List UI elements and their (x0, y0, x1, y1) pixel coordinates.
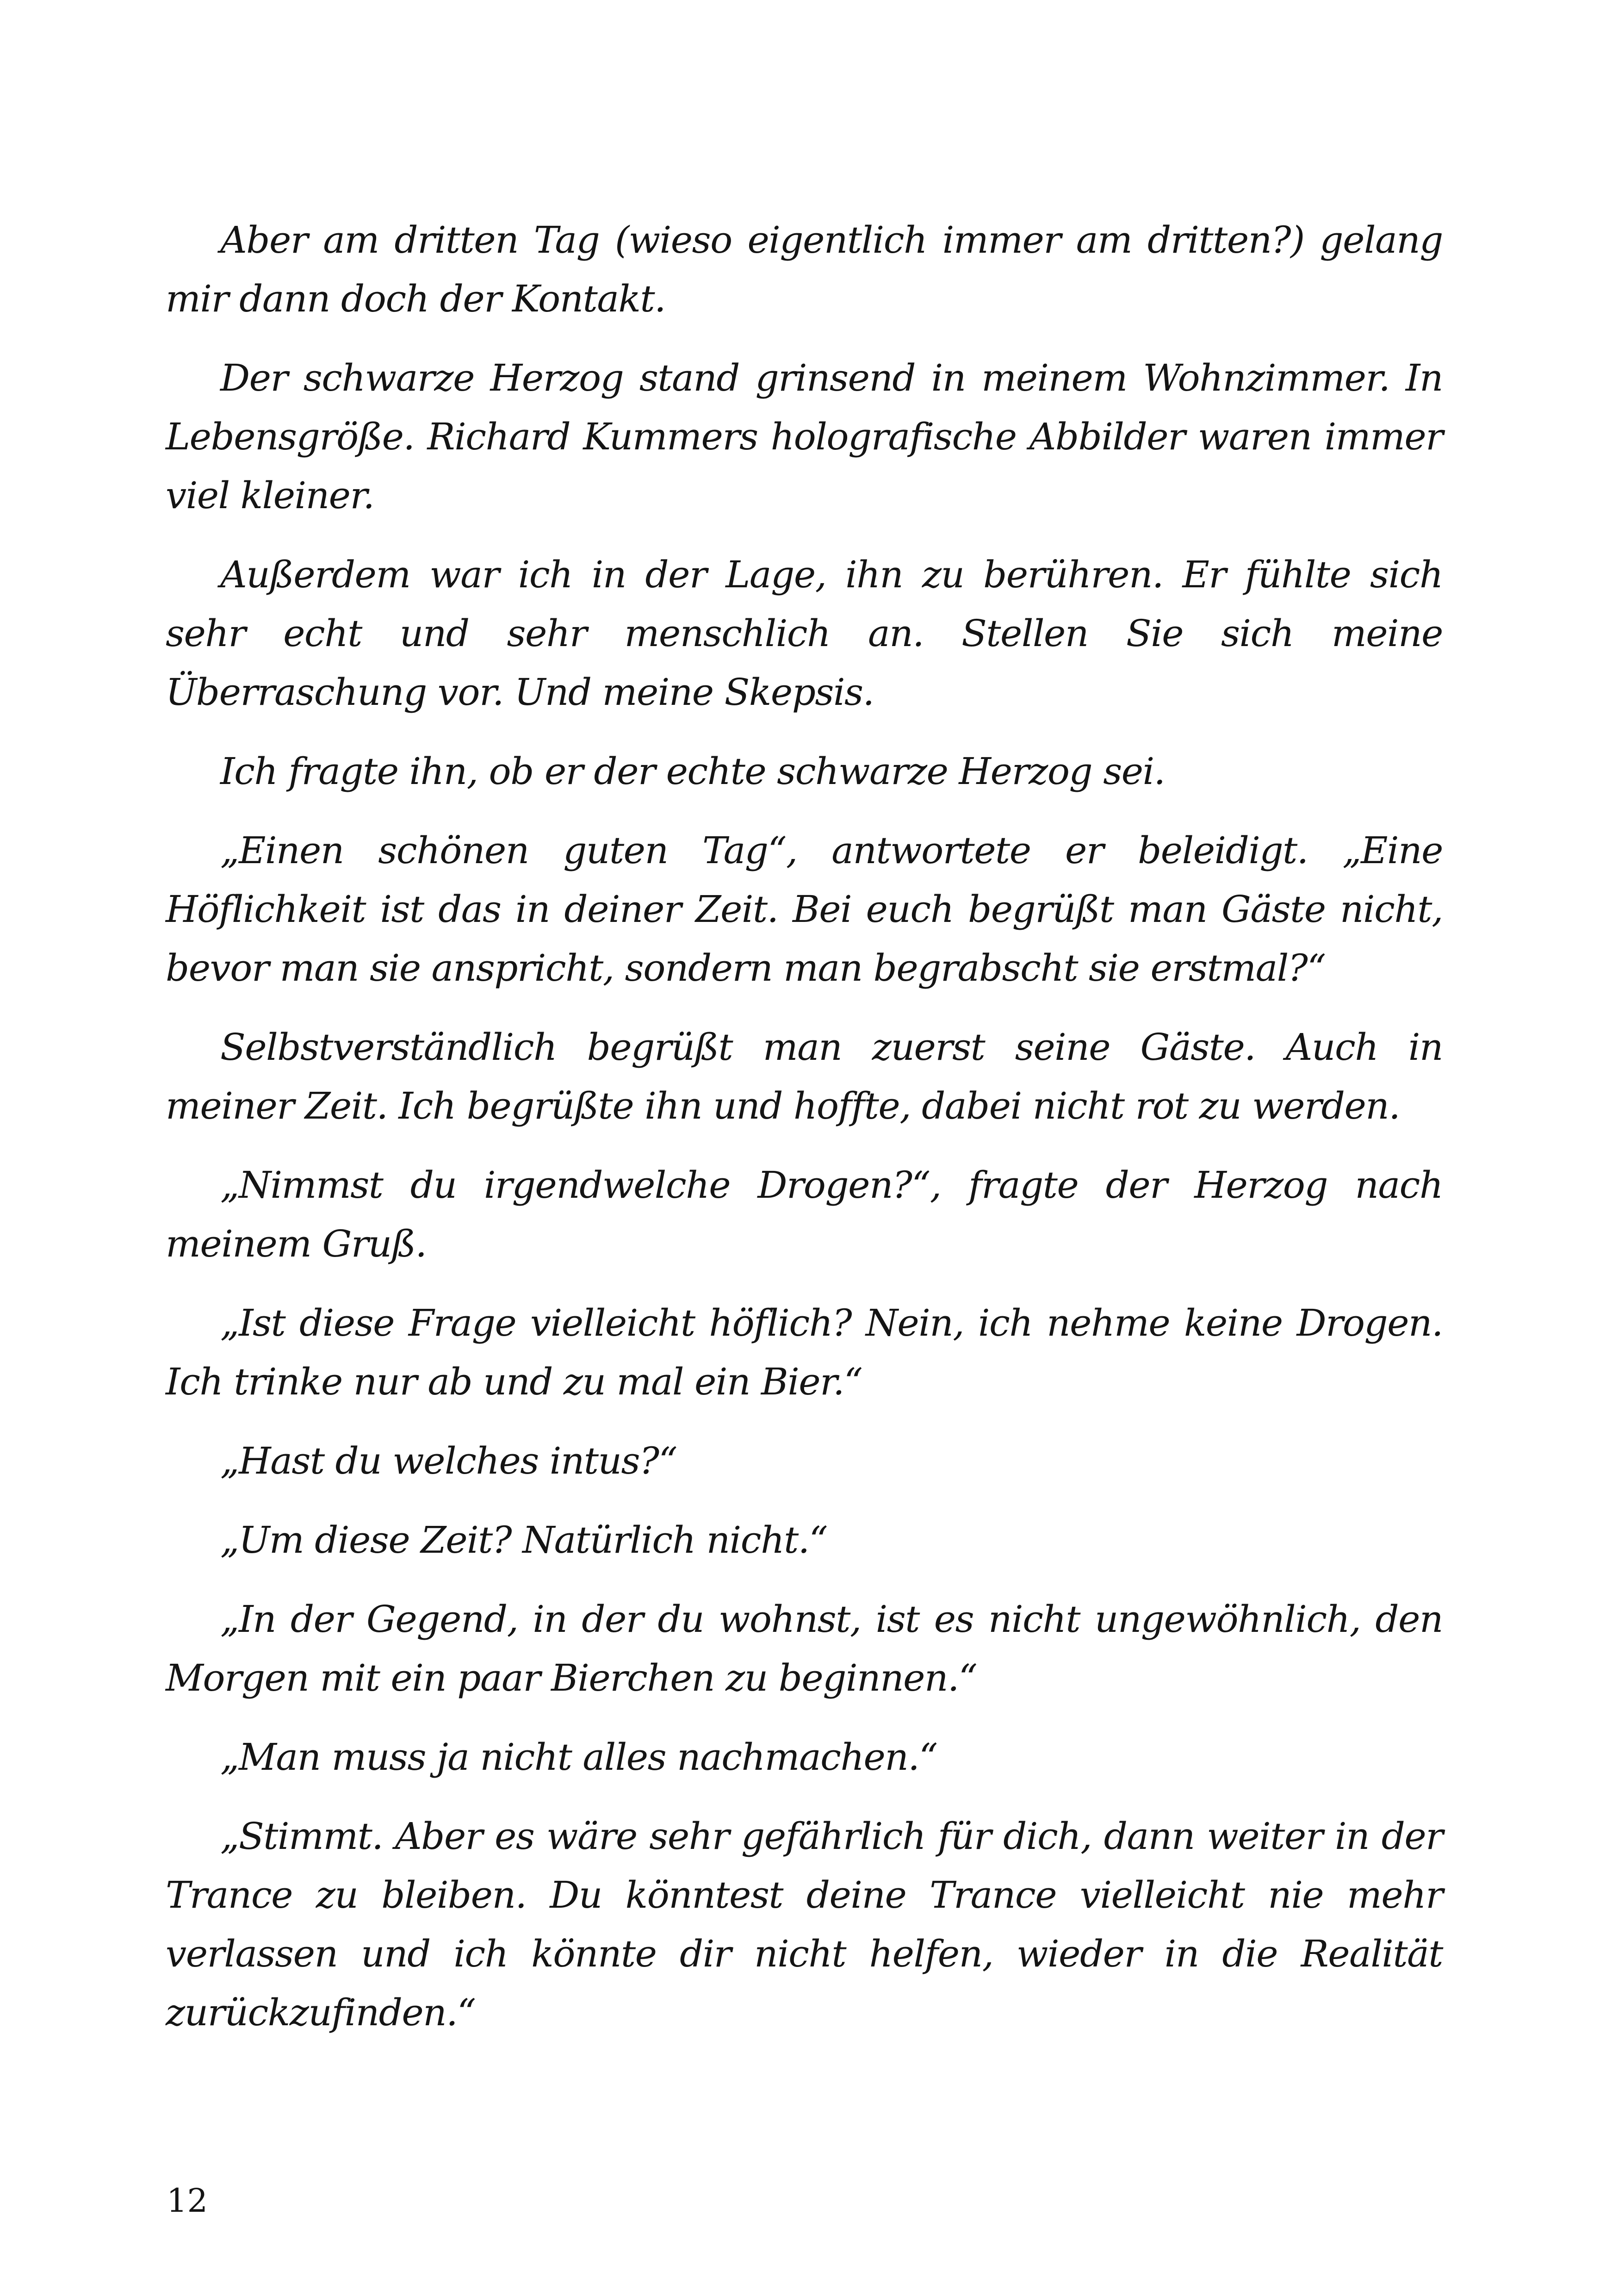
paragraph: „Nimmst du irgendwelche Drogen?“, fragte der Herzog nach meinem Gruß. (166, 1164, 1443, 1265)
page-body (166, 211, 1443, 2201)
paragraph: Außerdem war ich in der Lage, ihn zu berühren. Er fühlte sich sehr echt und sehr menschlich an. Stellen Sie sich meine Überraschung vor. Und meine Skepsis. (166, 553, 1443, 714)
paragraph: „Einen schönen guten Tag“, antwortete er beleidigt. „Eine Höflichkeit ist das in deiner Zeit. Bei euch begrüßt man Gäste nicht, bevor man sie anspricht, sondern man begrabscht sie erstmal?“ (166, 829, 1443, 989)
paragraph: „In der Gegend, in der du wohnst, ist es nicht ungewöhnlich, den Morgen mit ein paar Bierchen zu beginnen.“ (166, 1598, 1443, 1699)
paragraph: Der schwarze Herzog stand grinsend in meinem Wohnzimmer. In Lebensgröße. Richard Kummers holografische Abbilder waren immer viel kleiner. (166, 356, 1443, 517)
paragraph: „Hast du welches intus?“ (220, 1439, 677, 1482)
paragraph: „Man muss ja nicht alles nachmachen.“ (220, 1736, 937, 1779)
paragraph: Ich fragte ihn, ob er der echte schwarze Herzog sei. (220, 750, 1165, 793)
paragraph: Aber am dritten Tag (wieso eigentlich immer am dritten?) gelang mir dann doch der Kontakt. (166, 218, 1443, 320)
paragraph: Selbstverständlich begrüßt man zuerst seine Gäste. Auch in meiner Zeit. Ich begrüßte ihn und hoffte, dabei nicht rot zu werden. (166, 1026, 1443, 1127)
paragraph: „Stimmt. Aber es wäre sehr gefährlich für dich, dann weiter in der Trance zu bleiben. Du könntest deine Trance vielleicht nie mehr verlassen und ich könnte dir nicht helfen, wieder in die Realität zurückzufinden.“ (166, 1815, 1443, 2034)
paragraph: „Ist diese Frage vielleicht höflich? Nein, ich nehme keine Drogen. Ich trinke nur ab und zu mal ein Bier.“ (166, 1301, 1443, 1403)
page-number: 12 (167, 2182, 208, 2220)
paragraph: „Um diese Zeit? Natürlich nicht.“ (220, 1518, 828, 1562)
